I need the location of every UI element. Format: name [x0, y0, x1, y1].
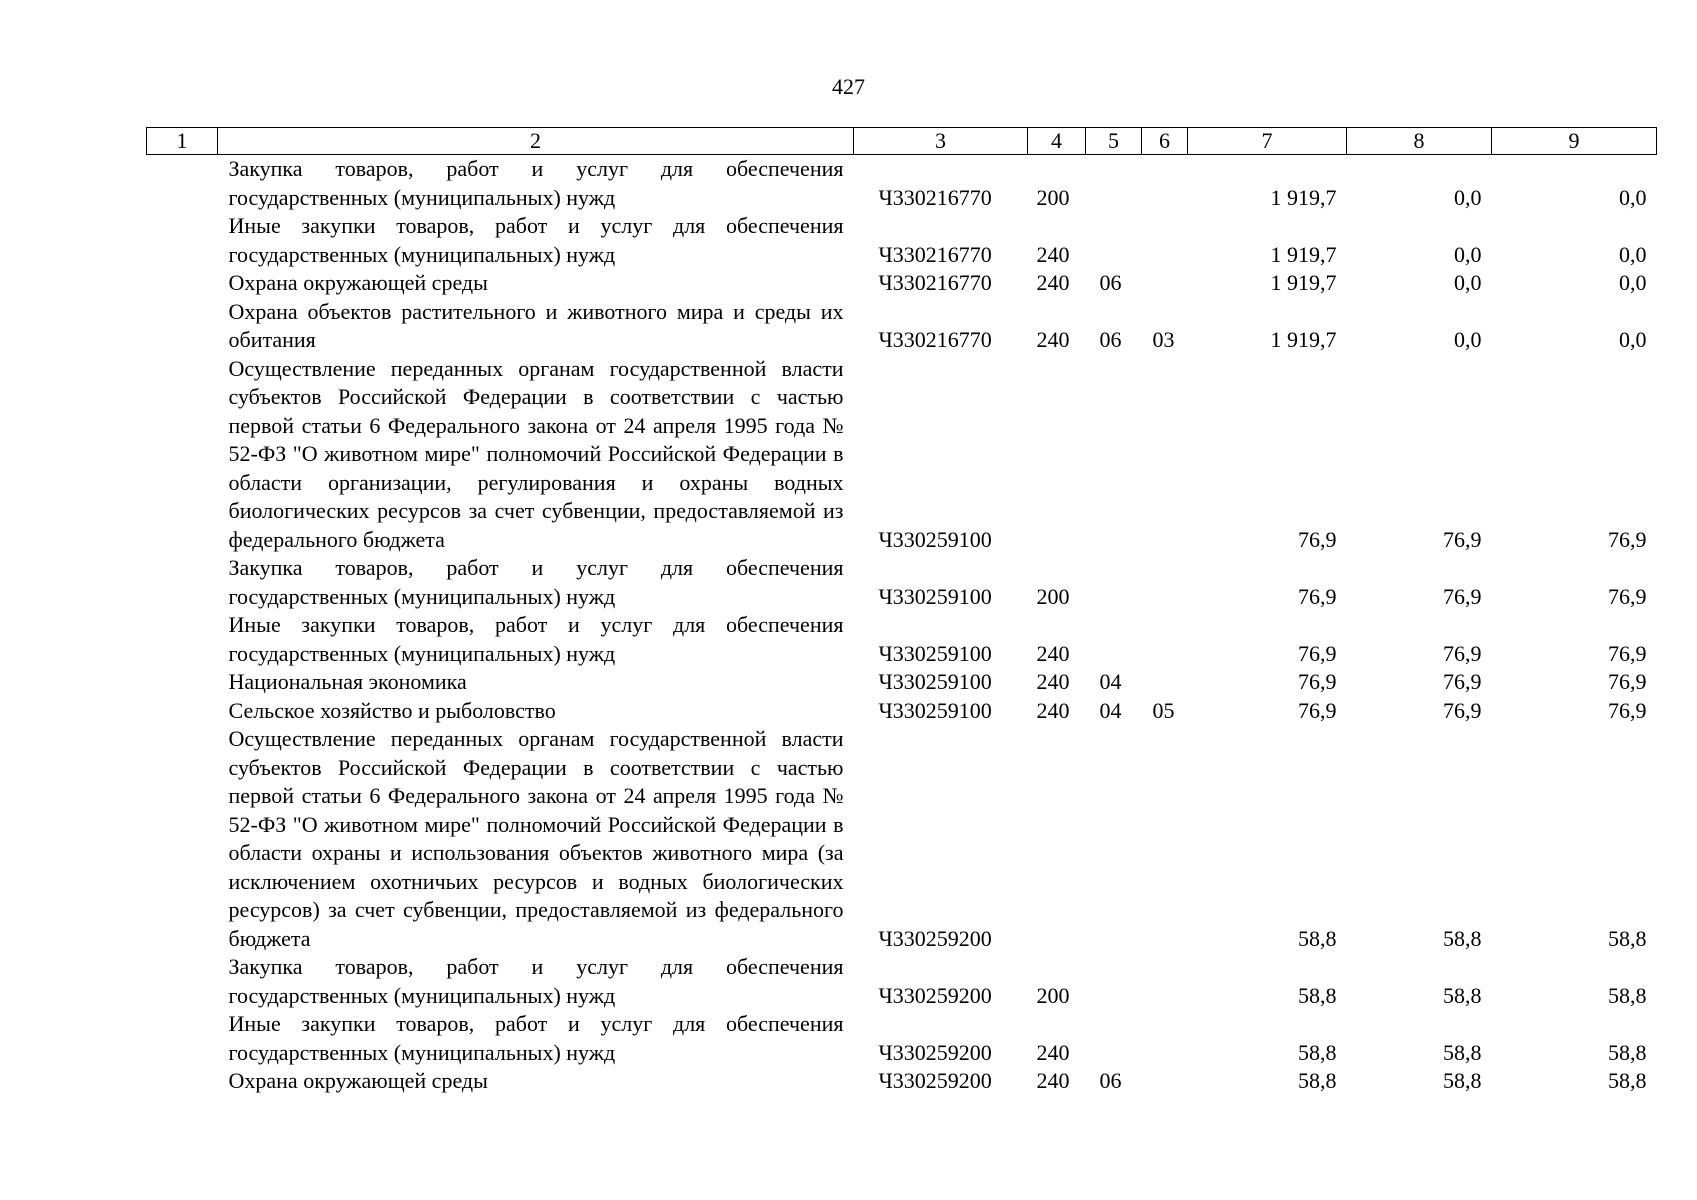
table-row: [147, 298, 1657, 355]
amount-col7: 1 919,7: [1270, 241, 1337, 267]
amount-col7: 58,8: [1298, 1068, 1337, 1093]
amount-col7: 76,9: [1298, 583, 1337, 609]
amount-col9: 58,8: [1608, 925, 1647, 951]
expense-type: 240: [1036, 1068, 1070, 1093]
empty-cell: [147, 355, 218, 555]
amount-col9: 0,0: [1619, 327, 1647, 352]
amount-col7: 1 919,7: [1270, 184, 1337, 210]
subsection-code: [1142, 668, 1188, 697]
section-code: [1086, 1010, 1142, 1067]
table-row: [147, 355, 1657, 555]
amount-col9: 0,0: [1619, 241, 1647, 267]
section-code: [1086, 355, 1142, 555]
amount-col8: 0,0: [1454, 184, 1482, 210]
table-row: [147, 697, 1657, 726]
section-code: [1086, 554, 1142, 611]
amount-col7: 1 919,7: [1270, 327, 1337, 352]
empty-cell: [147, 269, 218, 298]
table-body: [147, 155, 1657, 1096]
subsection-code: [1142, 554, 1188, 611]
target-code: Ч330216770: [878, 270, 992, 295]
section-code: [1086, 611, 1142, 668]
expense-type: 240: [1036, 241, 1070, 267]
amount-col8: 76,9: [1443, 583, 1482, 609]
table-row: [147, 155, 1657, 213]
row-name: Охрана объектов растительного и животного мира и среды их обитания: [228, 298, 844, 352]
target-code: Ч330259100: [878, 697, 992, 723]
empty-cell: [147, 668, 218, 697]
table-row: [147, 269, 1657, 298]
expense-type: 240: [1036, 697, 1070, 723]
amount-col9: 76,9: [1608, 526, 1647, 552]
table-row: [147, 953, 1657, 1010]
table-row: [147, 725, 1657, 953]
expense-type: 240: [1036, 640, 1070, 666]
empty-cell: [147, 554, 218, 611]
empty-cell: [147, 298, 218, 355]
amount-col7: 76,9: [1298, 526, 1337, 552]
section-code: [1086, 212, 1142, 269]
amount-col8: 76,9: [1443, 697, 1482, 723]
amount-col9: 0,0: [1619, 270, 1647, 295]
expense-type: 240: [1036, 270, 1070, 295]
empty-cell: [147, 697, 218, 726]
header-row: [147, 128, 1657, 155]
row-name: Иные закупки товаров, работ и услуг для обеспечения государственных (муниципальных) нужд: [228, 1011, 844, 1065]
subsection-code: 05: [1152, 697, 1175, 723]
column-header: 6: [1142, 128, 1188, 155]
table-row: [147, 212, 1657, 269]
subsection-code: [1142, 355, 1188, 555]
amount-col8: 76,9: [1443, 669, 1482, 694]
target-code: Ч330216770: [878, 184, 992, 210]
column-header: 2: [218, 128, 854, 155]
row-name: Сельское хозяйство и рыболовство: [228, 697, 556, 723]
amount-col9: 0,0: [1619, 184, 1647, 210]
amount-col7: 58,8: [1298, 982, 1337, 1008]
amount-col8: 58,8: [1443, 925, 1482, 951]
row-name: Закупка товаров, работ и услуг для обеспечения государственных (муниципальных) нужд: [228, 555, 844, 609]
subsection-code: [1142, 212, 1188, 269]
row-name: Охрана окружающей среды: [228, 1068, 488, 1093]
column-header: 9: [1492, 128, 1657, 155]
column-header: 4: [1028, 128, 1086, 155]
amount-col9: 76,9: [1608, 583, 1647, 609]
page-number: 427: [832, 74, 865, 99]
target-code: Ч330216770: [878, 327, 992, 352]
table-row: [147, 1067, 1657, 1096]
target-code: Ч330259100: [878, 583, 992, 609]
amount-col9: 76,9: [1608, 669, 1647, 694]
amount-col8: 0,0: [1454, 270, 1482, 295]
amount-col9: 58,8: [1608, 1039, 1647, 1065]
row-name: Осуществление переданных органам государственной власти субъектов Российской Федерации в соответствии с частью первой статьи 6 Федерального закона от 24 апреля 1995 года № 52-ФЗ "О животном мире" полномочий Российской Федерации в области охраны и использования объектов животного мира (за исключением охотничьих ресурсов и водных биологических ресурсов) за счет субвенции, предоставляемой из федерального бюджета: [228, 726, 844, 951]
section-code: 06: [1099, 327, 1122, 352]
section-code: 04: [1099, 669, 1122, 694]
column-header: 1: [147, 128, 218, 155]
amount-col8: 58,8: [1443, 982, 1482, 1008]
subsection-code: 03: [1152, 327, 1175, 352]
amount-col7: 76,9: [1298, 640, 1337, 666]
expense-type: 200: [1036, 184, 1070, 210]
column-header: 7: [1188, 128, 1347, 155]
subsection-code: [1142, 611, 1188, 668]
amount-col8: 0,0: [1454, 327, 1482, 352]
row-name: Осуществление переданных органам государственной власти субъектов Российской Федерации в соответствии с частью первой статьи 6 Федерального закона от 24 апреля 1995 года № 52-ФЗ "О животном мире" полномочий Российской Федерации в области организации, регулирования и охраны водных биологических ресурсов за счет субвенции, предоставляемой из федерального бюджета: [228, 355, 844, 552]
column-header: 5: [1086, 128, 1142, 155]
amount-col8: 58,8: [1443, 1039, 1482, 1065]
target-code: Ч330259200: [878, 1068, 992, 1093]
row-name: Закупка товаров, работ и услуг для обеспечения государственных (муниципальных) нужд: [228, 156, 844, 210]
empty-cell: [147, 611, 218, 668]
amount-col8: 58,8: [1443, 1068, 1482, 1093]
row-name: Иные закупки товаров, работ и услуг для обеспечения государственных (муниципальных) нужд: [228, 213, 844, 267]
section-code: [1086, 725, 1142, 953]
empty-cell: [147, 953, 218, 1010]
target-code: Ч330216770: [878, 241, 992, 267]
amount-col7: 76,9: [1298, 697, 1337, 723]
column-header: 8: [1347, 128, 1492, 155]
empty-cell: [147, 1010, 218, 1067]
empty-cell: [147, 725, 218, 953]
expense-type: 240: [1036, 1039, 1070, 1065]
subsection-code: [1142, 725, 1188, 953]
subsection-code: [1142, 1010, 1188, 1067]
section-code: 04: [1099, 697, 1122, 723]
amount-col8: 76,9: [1443, 526, 1482, 552]
row-name: Иные закупки товаров, работ и услуг для обеспечения государственных (муниципальных) нужд: [228, 612, 844, 666]
row-name: Национальная экономика: [228, 669, 467, 694]
amount-col9: 76,9: [1608, 640, 1647, 666]
section-code: 06: [1099, 1068, 1122, 1093]
expense-type: 240: [1036, 327, 1070, 352]
amount-col9: 58,8: [1608, 1068, 1647, 1093]
section-code: [1086, 155, 1142, 213]
expense-type: 240: [1036, 669, 1070, 694]
amount-col9: 76,9: [1608, 697, 1647, 723]
amount-col8: 0,0: [1454, 241, 1482, 267]
amount-col7: 76,9: [1298, 669, 1337, 694]
target-code: Ч330259100: [878, 669, 992, 694]
target-code: Ч330259200: [878, 1039, 992, 1065]
amount-col8: 76,9: [1443, 640, 1482, 666]
empty-cell: [147, 212, 218, 269]
target-code: Ч330259200: [878, 925, 992, 951]
target-code: Ч330259100: [878, 640, 992, 666]
table-row: [147, 554, 1657, 611]
column-header: 3: [854, 128, 1028, 155]
empty-cell: [147, 1067, 218, 1096]
row-name: Закупка товаров, работ и услуг для обеспечения государственных (муниципальных) нужд: [228, 954, 844, 1008]
amount-col7: 58,8: [1298, 1039, 1337, 1065]
row-name: Охрана окружающей среды: [228, 270, 488, 295]
amount-col9: 58,8: [1608, 982, 1647, 1008]
subsection-code: [1142, 1067, 1188, 1096]
section-code: [1086, 953, 1142, 1010]
table-row: [147, 668, 1657, 697]
table-row: [147, 611, 1657, 668]
subsection-code: [1142, 953, 1188, 1010]
budget-table: [146, 127, 1657, 1096]
subsection-code: [1142, 155, 1188, 213]
target-code: Ч330259200: [878, 982, 992, 1008]
expense-type: 200: [1036, 583, 1070, 609]
amount-col7: 1 919,7: [1270, 270, 1337, 295]
expense-type: [1028, 355, 1086, 555]
amount-col7: 58,8: [1298, 925, 1337, 951]
section-code: 06: [1099, 270, 1122, 295]
subsection-code: [1142, 269, 1188, 298]
expense-type: [1028, 725, 1086, 953]
expense-type: 200: [1036, 982, 1070, 1008]
table-row: [147, 1010, 1657, 1067]
target-code: Ч330259100: [878, 526, 992, 552]
empty-cell: [147, 155, 218, 213]
